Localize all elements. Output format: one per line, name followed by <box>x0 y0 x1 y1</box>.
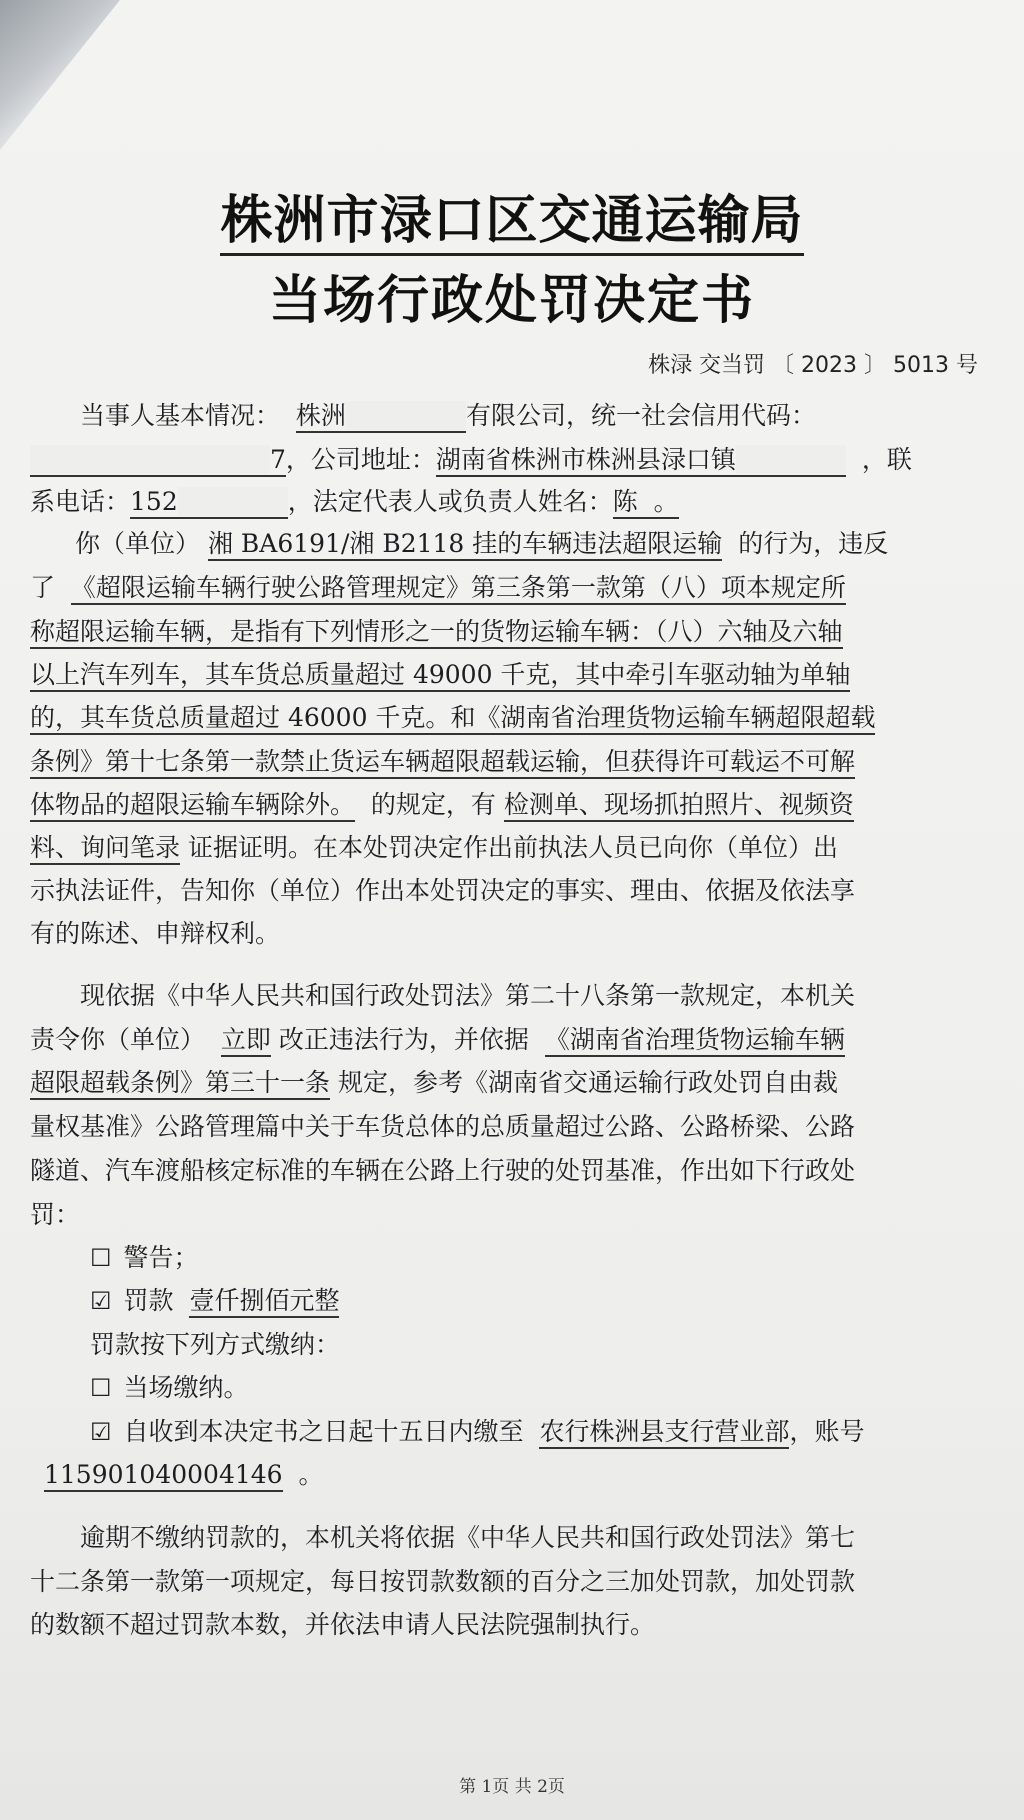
party-line-3: 系电话：152 ，法定代表人或负责人姓名：陈 。 <box>30 482 679 518</box>
option-pay-onsite: ☐ 当场缴纳。 <box>90 1373 249 1402</box>
checked-box-icon: ☑ <box>90 1287 112 1315</box>
company-address: 湖南省株洲市株洲县渌口镇 <box>436 445 846 477</box>
violation-line-6: 条例》第十七条第一款禁止货运车辆超限超载运输，但获得许可载运不可解 <box>30 742 855 778</box>
company-name: 株洲 <box>296 401 466 433</box>
checked-box-icon: ☑ <box>90 1418 112 1446</box>
representative-name: 陈 。 <box>613 487 679 519</box>
decision-line-6: 罚： <box>30 1200 81 1229</box>
document-number: 株渌 交当罚 〔 2023 〕 5013 号 <box>648 353 978 378</box>
decision-line-3: 超限超载条例》第三十一条 规定，参考《湖南省交通运输行政处罚自由裁 <box>30 1063 838 1099</box>
document-title-line1: 株洲市渌口区交通运输局 <box>0 178 1024 253</box>
fine-amount: 壹仟捌佰元整 <box>189 1286 339 1318</box>
payment-method-label: 罚款按下列方式缴纳： <box>90 1330 341 1359</box>
unchecked-box-icon: ☐ <box>90 1374 112 1402</box>
overdue-line-1: 逾期不缴纳罚款的，本机关将依据《中华人民共和国行政处罚法》第七 <box>80 1523 856 1552</box>
violation-line-10: 有的陈述、申辩权利。 <box>30 919 281 948</box>
document-title-line2: 当场行政处罚决定书 <box>268 271 755 331</box>
overdue-line-3: 的数额不超过罚款本数，并依法申请人民法院强制执行。 <box>30 1610 656 1639</box>
decision-line-4: 量权基准》公路管理篇中关于车货总体的总质量超过公路、公路桥梁、公路 <box>30 1112 856 1141</box>
unchecked-box-icon: ☐ <box>90 1244 112 1272</box>
violation-line-9: 示执法证件，告知你（单位）作出本处罚决定的事实、理由、依据及依法享 <box>30 876 856 905</box>
violation-line-3: 称超限运输车辆，是指有下列情形之一的货物运输车辆：（八）六轴及六轴 <box>30 612 843 648</box>
violation-line-8: 料、询问笔录 证据证明。在本处罚决定作出前执法人员已向你（单位）出 <box>30 828 838 864</box>
violation-line-7: 体物品的超限运输车辆除外。 的规定，有 检测单、现场抓拍照片、视频资 <box>30 785 854 821</box>
decision-line-1: 现依据《中华人民共和国行政处罚法》第二十八条第一款规定，本机关 <box>80 981 856 1010</box>
option-pay-bank: ☑ 自收到本决定书之日起十五日内缴至 农行株洲县支行营业部，账号 <box>90 1412 864 1448</box>
credit-code: 7 <box>30 445 286 477</box>
decision-line-5: 隧道、汽车渡船核定标准的车辆在公路上行驶的处罚基准，作出如下行政处 <box>30 1156 856 1185</box>
party-line-2: 7，公司地址：湖南省株洲市株洲县渌口镇 ，联 <box>30 440 912 476</box>
violation-line-2: 了 《超限运输车辆行驶公路管理规定》第三条第一款第（八）项本规定所 <box>30 568 846 604</box>
page-corner-fold <box>0 0 120 150</box>
party-line-1: 当事人基本情况： 株洲 有限公司，统一社会信用代码： <box>80 396 816 432</box>
option-fine: ☑ 罚款 壹仟捌佰元整 <box>90 1281 339 1317</box>
bank-account: 115901040004146 <box>44 1460 283 1492</box>
violation-line-5: 的，其车货总质量超过 46000 千克。和《湖南省治理货物运输车辆超限超载 <box>30 698 875 734</box>
vehicle-plate: 湘 BA6191/湘 B2118 挂的车辆违法超限运输 <box>208 529 722 561</box>
account-line: 115901040004146 。 <box>44 1455 324 1491</box>
option-warning: ☐ 警告； <box>90 1243 199 1272</box>
overdue-line-2: 十二条第一款第一项规定，每日按罚款数额的百分之三加处罚款，加处罚款 <box>30 1567 856 1596</box>
evidence-list: 检测单、现场抓拍照片、视频资 <box>504 790 854 822</box>
phone-number: 152 <box>130 487 288 519</box>
violation-line-1: 你（单位） 湘 BA6191/湘 B2118 挂的车辆违法超限运输 的行为，违反 <box>75 524 888 560</box>
bank-name: 农行株洲县支行营业部 <box>539 1417 789 1449</box>
decision-line-2: 责令你（单位） 立即 改正违法行为，并依据 《湖南省治理货物运输车辆 <box>30 1020 845 1056</box>
page-number: 第 1页 共 2页 <box>459 1777 565 1797</box>
violation-line-4: 以上汽车列车，其车货总质量超过 49000 千克，其中牵引车驱动轴为单轴 <box>30 655 850 691</box>
